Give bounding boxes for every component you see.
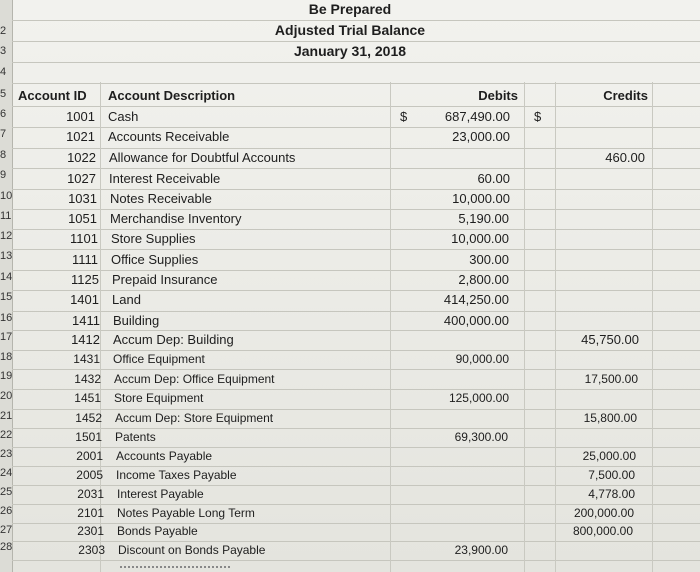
account-description-cell: Office Supplies bbox=[111, 252, 199, 267]
company-title: Be Prepared bbox=[308, 1, 392, 17]
credit-cell: 7,500.00 bbox=[588, 468, 635, 482]
account-description-cell: Land bbox=[112, 292, 141, 307]
grid-line bbox=[12, 504, 700, 505]
grid-line bbox=[12, 249, 700, 250]
row-number: 13 bbox=[0, 250, 13, 262]
row-number: 21 bbox=[0, 410, 13, 422]
account-id-cell: 1031 bbox=[68, 191, 97, 206]
grid-line bbox=[12, 270, 700, 271]
account-description-cell: Store Equipment bbox=[114, 391, 204, 405]
grid-line bbox=[12, 290, 700, 291]
debit-cell: 400,000.00 bbox=[443, 313, 509, 328]
account-description-cell: Notes Payable Long Term bbox=[117, 506, 255, 520]
grid-line bbox=[12, 20, 700, 21]
credit-cell: 17,500.00 bbox=[584, 372, 638, 386]
row-number: 2 bbox=[0, 25, 7, 37]
account-description-cell: Cash bbox=[108, 109, 139, 124]
grid-line bbox=[12, 541, 700, 542]
debit-cell: 414,250.00 bbox=[443, 292, 509, 307]
account-id-cell: 2005 bbox=[76, 468, 103, 482]
row-number: 6 bbox=[0, 108, 7, 120]
account-id-cell: 1051 bbox=[68, 211, 97, 226]
credit-cell: 800,000.00 bbox=[572, 524, 633, 538]
grid-line bbox=[12, 41, 700, 42]
grid-line bbox=[12, 409, 700, 410]
account-id-cell: 1125 bbox=[71, 272, 99, 287]
account-id-cell: 1501 bbox=[75, 430, 102, 444]
account-description-cell: Store Supplies bbox=[111, 231, 196, 246]
report-date: January 31, 2018 bbox=[293, 43, 407, 59]
account-id-cell: 1432 bbox=[74, 372, 101, 386]
row-number: 19 bbox=[0, 370, 13, 382]
row-number: 3 bbox=[0, 45, 7, 57]
row-number: 24 bbox=[0, 467, 13, 479]
grid-line bbox=[12, 229, 700, 230]
partial-row-edge bbox=[120, 566, 230, 570]
grid-line bbox=[12, 148, 700, 149]
account-id-cell: 1021 bbox=[66, 129, 95, 144]
grid-line bbox=[12, 83, 700, 84]
grid-line bbox=[12, 311, 700, 312]
account-description-cell: Interest Payable bbox=[117, 487, 204, 501]
account-id-cell: 2031 bbox=[77, 487, 104, 501]
row-number: 20 bbox=[0, 390, 13, 402]
grid-line bbox=[524, 82, 525, 572]
debit-cell: 300.00 bbox=[469, 252, 509, 267]
grid-line bbox=[12, 106, 700, 107]
account-id-cell: 1027 bbox=[67, 171, 96, 186]
debit-cell: 5,190.00 bbox=[458, 211, 509, 226]
grid-line bbox=[12, 330, 700, 331]
grid-line bbox=[12, 466, 700, 467]
account-description-cell: Accounts Payable bbox=[116, 449, 213, 463]
debit-cell: 687,490.00 bbox=[444, 109, 510, 124]
debit-cell: 23,900.00 bbox=[454, 543, 508, 557]
header-credits: Credits bbox=[603, 88, 648, 103]
grid-line bbox=[12, 62, 700, 63]
row-number-column bbox=[0, 0, 13, 572]
account-description-cell: Merchandise Inventory bbox=[110, 211, 242, 226]
row-number: 28 bbox=[0, 541, 13, 553]
account-description-cell: Accum Dep: Store Equipment bbox=[115, 411, 274, 425]
grid-line bbox=[12, 209, 700, 210]
row-number: 16 bbox=[0, 312, 13, 324]
grid-line bbox=[390, 82, 391, 572]
grid-line bbox=[12, 485, 700, 486]
account-description-cell: Patents bbox=[115, 430, 156, 444]
row-number: 17 bbox=[0, 331, 13, 343]
header-debits: Debits bbox=[478, 88, 518, 103]
account-id-cell: 1111 bbox=[71, 252, 98, 267]
credit-cell: 45,750.00 bbox=[581, 332, 639, 347]
row-number: 12 bbox=[0, 230, 13, 242]
account-id-cell: 2301 bbox=[77, 524, 104, 538]
row-number: 22 bbox=[0, 429, 13, 441]
account-id-cell: 1431 bbox=[73, 352, 100, 366]
credit-cell: 15,800.00 bbox=[583, 411, 637, 425]
account-description-cell: Allowance for Doubtful Accounts bbox=[109, 150, 296, 165]
account-description-cell: Accum Dep: Building bbox=[113, 332, 234, 347]
grid-line bbox=[12, 560, 700, 561]
header-account-id: Account ID bbox=[18, 88, 87, 103]
debit-cell: 10,000.00 bbox=[451, 231, 509, 246]
debit-cell: 60.00 bbox=[477, 171, 510, 186]
account-description-cell: Accum Dep: Office Equipment bbox=[114, 372, 275, 386]
report-title: Adjusted Trial Balance bbox=[274, 22, 426, 38]
grid-line bbox=[12, 389, 700, 390]
grid-line bbox=[12, 369, 700, 370]
credit-cell: 25,000.00 bbox=[582, 449, 636, 463]
row-number: 18 bbox=[0, 351, 13, 363]
row-number: 27 bbox=[0, 524, 13, 536]
row-number: 7 bbox=[0, 128, 7, 140]
account-description-cell: Discount on Bonds Payable bbox=[118, 543, 266, 557]
account-description-cell: Interest Receivable bbox=[109, 171, 221, 186]
account-description-cell: Notes Receivable bbox=[110, 191, 212, 206]
header-account-description: Account Description bbox=[108, 88, 236, 103]
row-number: 23 bbox=[0, 448, 13, 460]
account-description-cell: Accounts Receivable bbox=[108, 129, 230, 144]
account-id-cell: 2001 bbox=[76, 449, 103, 463]
grid-line bbox=[12, 447, 700, 448]
account-id-cell: 1001 bbox=[66, 109, 95, 124]
account-id-cell: 2101 bbox=[77, 506, 104, 520]
account-id-cell: 1022 bbox=[67, 150, 96, 165]
row-number: 8 bbox=[0, 149, 7, 161]
account-id-cell: 1412 bbox=[71, 332, 100, 347]
account-description-cell: Building bbox=[113, 313, 160, 328]
grid-line bbox=[12, 350, 700, 351]
grid-line bbox=[12, 168, 700, 169]
debit-currency-symbol: $ bbox=[400, 109, 408, 124]
account-id-cell: 1401 bbox=[70, 292, 99, 307]
credit-cell: 200,000.00 bbox=[573, 506, 634, 520]
credit-cell: 460.00 bbox=[605, 150, 645, 165]
account-id-cell: 1101 bbox=[70, 231, 98, 246]
row-number: 9 bbox=[0, 169, 7, 181]
grid-line bbox=[652, 82, 653, 572]
row-number: 25 bbox=[0, 486, 13, 498]
debit-cell: 125,000.00 bbox=[448, 391, 509, 405]
debit-cell: 10,000.00 bbox=[452, 191, 510, 206]
account-description-cell: Office Equipment bbox=[113, 352, 205, 366]
row-number: 14 bbox=[0, 271, 13, 283]
account-id-cell: 1411 bbox=[72, 313, 100, 328]
account-description-cell: Income Taxes Payable bbox=[116, 468, 237, 482]
grid-line bbox=[12, 189, 700, 190]
account-description-cell: Bonds Payable bbox=[117, 524, 198, 538]
account-id-cell: 1452 bbox=[75, 411, 102, 425]
debit-cell: 90,000.00 bbox=[455, 352, 509, 366]
row-number: 11 bbox=[0, 210, 12, 222]
account-id-cell: 1451 bbox=[74, 391, 101, 405]
debit-cell: 23,000.00 bbox=[452, 129, 510, 144]
account-description-cell: Prepaid Insurance bbox=[112, 272, 218, 287]
debit-cell: 69,300.00 bbox=[454, 430, 508, 444]
grid-line bbox=[12, 127, 700, 128]
row-number: 4 bbox=[0, 66, 7, 78]
grid-line bbox=[12, 428, 700, 429]
row-number: 26 bbox=[0, 505, 13, 517]
debit-cell: 2,800.00 bbox=[458, 272, 509, 287]
credit-cell: 4,778.00 bbox=[588, 487, 635, 501]
account-id-cell: 2303 bbox=[78, 543, 105, 557]
row-number: 10 bbox=[0, 190, 13, 202]
row-number: 15 bbox=[0, 291, 13, 303]
credit-currency-symbol: $ bbox=[534, 109, 542, 124]
row-number: 5 bbox=[0, 88, 7, 100]
